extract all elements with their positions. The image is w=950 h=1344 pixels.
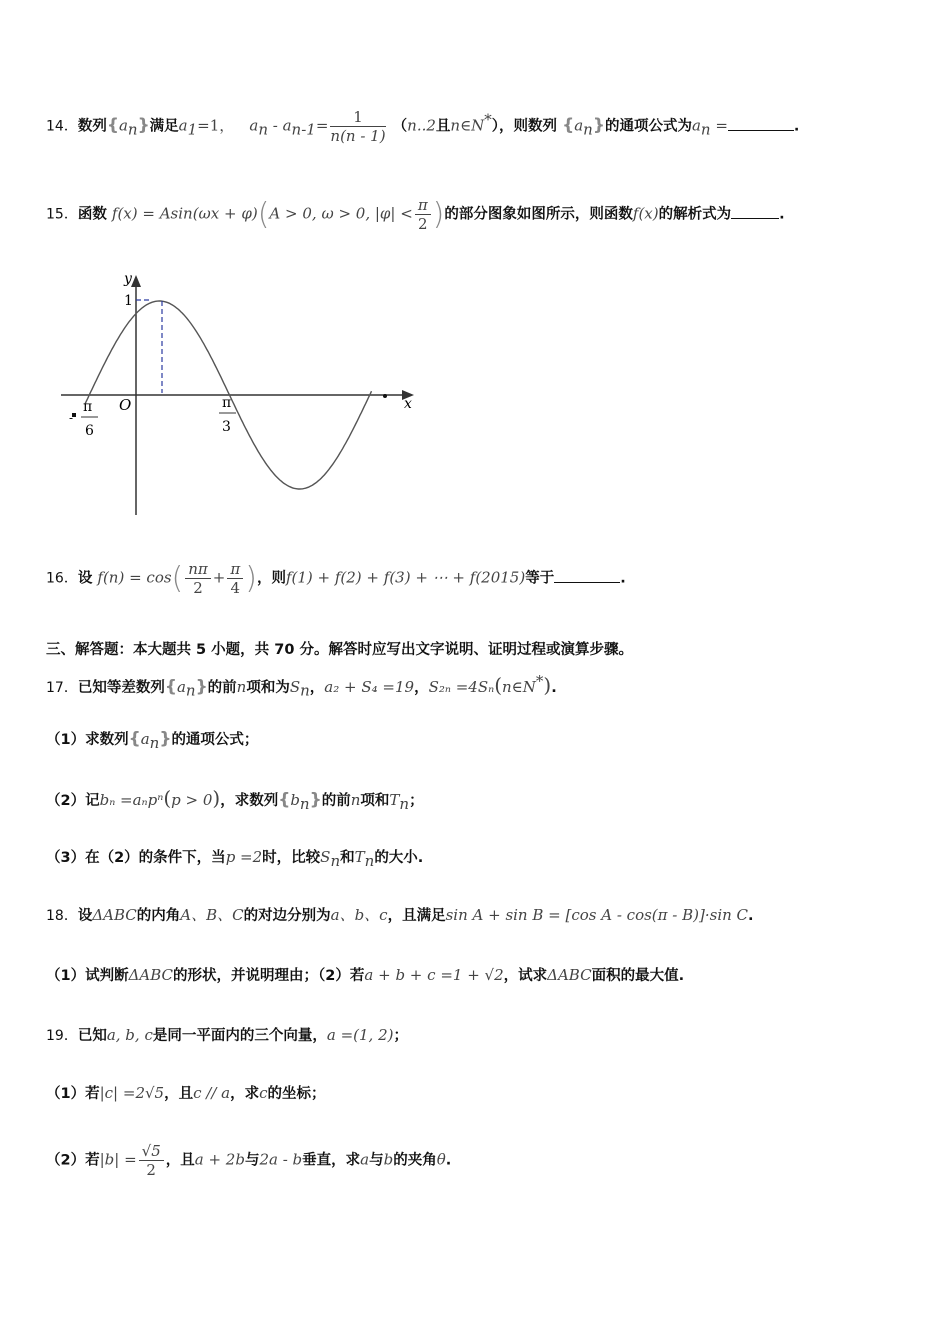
- q15-number: 15．: [46, 206, 78, 223]
- section-3-title: 三、解答题：本大题共 5 小题，共 70 分。解答时应写出文字说明、证明过程或演算步骤。: [46, 642, 633, 658]
- y-max-label: 1: [124, 293, 133, 309]
- question-18: 18．设ΔABC的内角A、B、C的对边分别为a、b、c，且满足sin A + sin B = [cos A - cos(π - B)]·sin C.: [46, 906, 754, 924]
- q14-answer-blank: [728, 116, 794, 131]
- question-15: 15．函数 f(x) = Asin(ωx + φ)(A > 0, ω > 0, |φ| < $\frac{\pi}{2}$ )的部分图象如图所示，则函数f(x)的解析式为 .: [46, 196, 785, 233]
- origin-label: O: [119, 396, 132, 414]
- q14-fraction: $\frac{1}{n(n - 1)}$: [330, 108, 386, 145]
- pos-pi-label: π: [222, 395, 232, 411]
- question-14: 14．数列$\{a_n\}$满足$a_1=1$， $a_n - a_{n-1}=$ $\frac{1}{n(n - 1)}$ （n..2且n∈N*），则数列 $\{a_n\}$的通项公式为$a_n$ = .: [46, 108, 800, 145]
- neg-sign-label: -: [69, 411, 74, 425]
- q15-function: f(x) = Asin(ωx + φ): [111, 204, 258, 223]
- q15-answer-blank: [731, 204, 779, 219]
- question-19-part-2: （2）若|b| = $\frac{√5}{2}$ ，且a + 2b与2a - b垂直，求a与b的夹角θ.: [46, 1142, 452, 1179]
- sine-graph: [56, 265, 426, 520]
- y-label: y: [124, 271, 132, 287]
- neg-pi-label: π: [83, 399, 93, 415]
- q16-answer-blank: [554, 568, 620, 583]
- question-16: 16．设 f(n) = cos( $\frac{n\pi}{2}$ + $\frac{\pi}{4}$ )，则f(1) + f(2) + f(3) + ⋯ + f(2015)等于 .: [46, 560, 626, 597]
- curve-end-point: [383, 394, 387, 398]
- x-label: x: [404, 396, 412, 412]
- question-19-part-1: （1）若|c| =2√5，且c // a，求c的坐标；: [46, 1084, 326, 1102]
- question-19: 19．已知a, b, c是同一平面内的三个向量，a =(1, 2)；: [46, 1026, 408, 1044]
- q14-number: 14．: [46, 118, 78, 135]
- pos-den-label: 3: [222, 419, 231, 435]
- question-17: 17．已知等差数列$\{a_n\}$的前n项和为$S_n$，a₂ + S₄ =19，S₂ₙ =4Sₙ(n∈N*).: [46, 672, 557, 700]
- question-17-part-2: （2）记bₙ =aₙpⁿ(p > 0)，求数列$\{b_n\}$的前n项和$T_n$；: [46, 786, 424, 813]
- question-17-part-3: （3）在（2）的条件下，当p =2时，比较$S_n$和$T_n$的大小.: [46, 848, 424, 870]
- neg-den-label: 6: [85, 423, 94, 439]
- y-axis-arrow: [131, 275, 141, 287]
- question-17-part-1: （1）求数列$\{a_n\}$的通项公式；: [46, 729, 259, 752]
- q16-number: 16．: [46, 570, 78, 587]
- question-18-parts: （1）试判断ΔABC的形状，并说明理由；（2）若a + b + c =1 + √2，试求ΔABC面积的最大值.: [46, 966, 685, 984]
